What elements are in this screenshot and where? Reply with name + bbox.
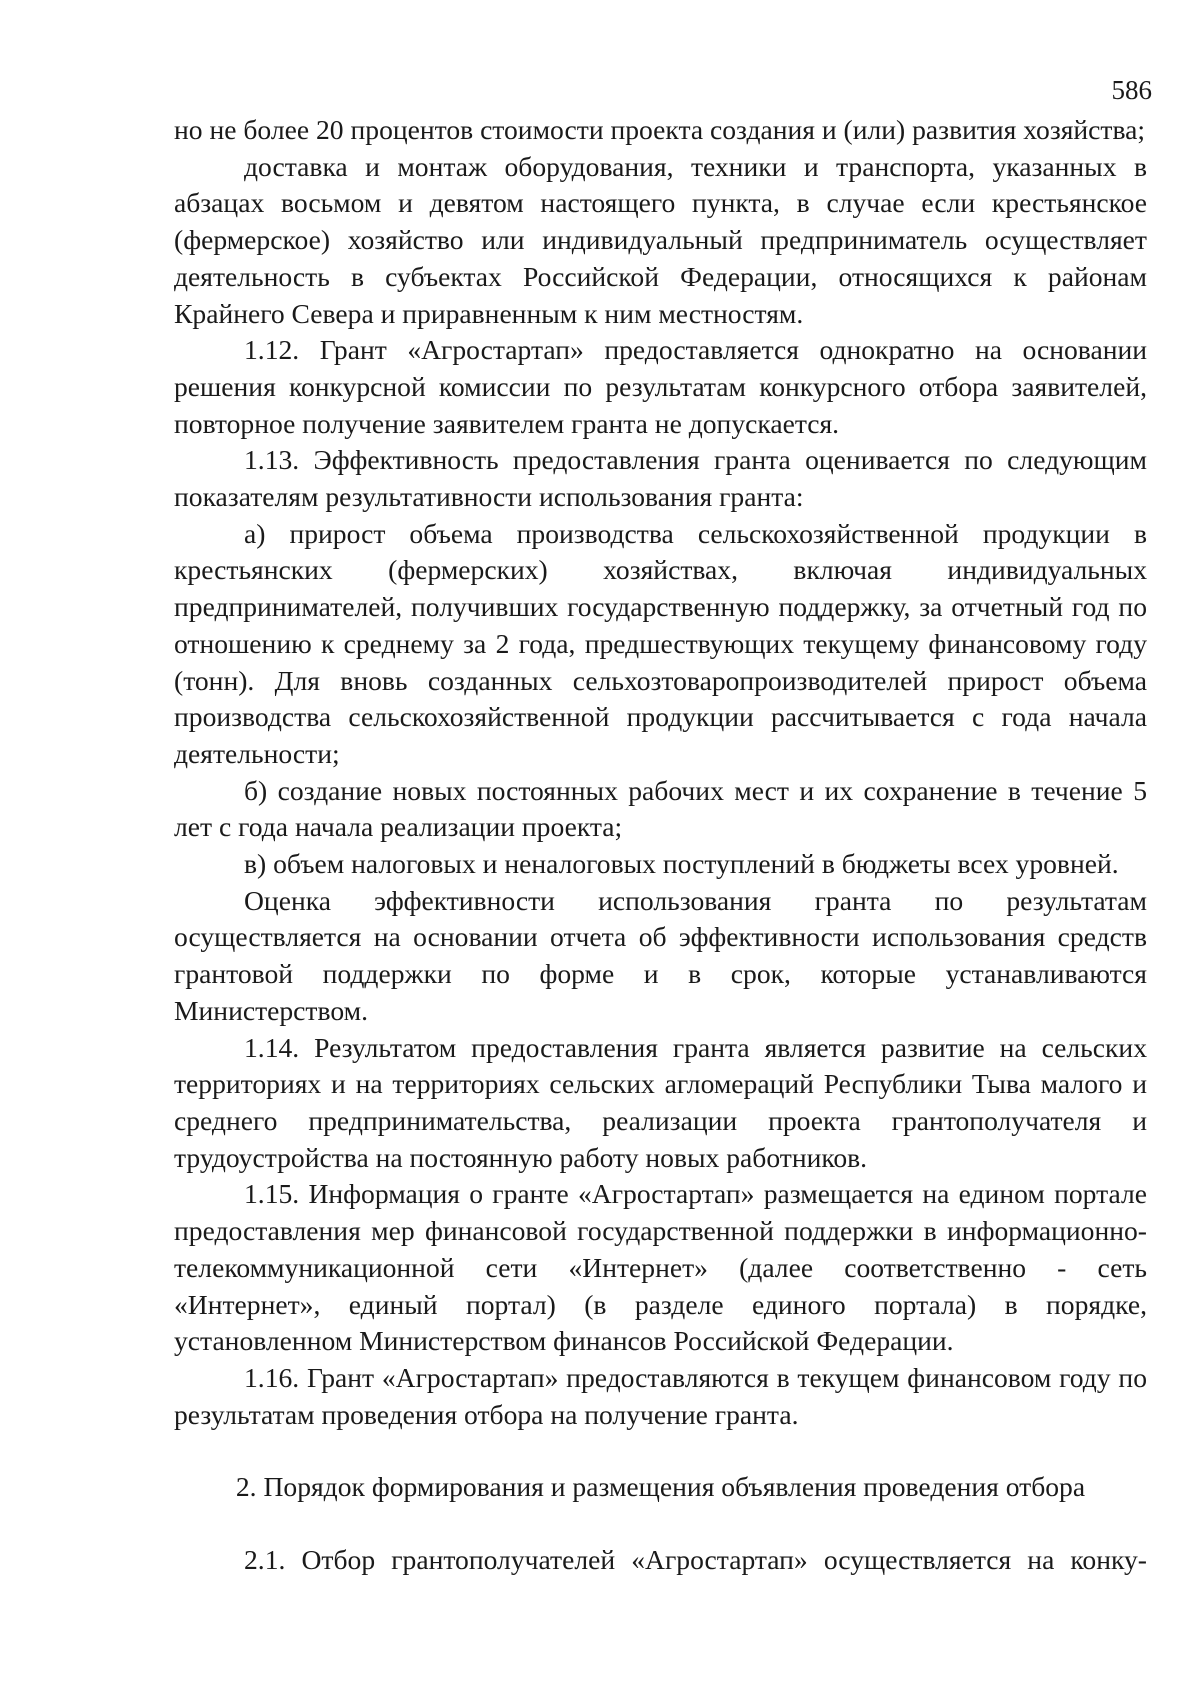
paragraph-1-15: 1.15. Информация о гранте «Агростартап» размещается на едином портале предоставления мер финансовой государственной поддержки в информационно-телекоммуникационной сети «Интернет» (далее соответственно - сеть «Интернет», единый портал) (в разделе единого портала) в порядке, установленном Министерством финансов Российской Федерации. bbox=[174, 1178, 1147, 1357]
document-body bbox=[174, 112, 1147, 1579]
paragraph-item-v: в) объем налоговых и неналоговых поступлений в бюджеты всех уровней. bbox=[244, 848, 1119, 880]
page-number: 586 bbox=[1111, 75, 1152, 105]
paragraph-2-1: 2.1. Отбор грантополучателей «Агростартап» осуществляется на конку- bbox=[244, 1544, 1147, 1576]
paragraph-continuation: но не более 20 процентов стоимости проекта создания и (или) развития хозяйства; bbox=[174, 114, 1146, 145]
paragraph-1-16: 1.16. Грант «Агростартап» предоставляются в текущем финансовом году по результатам проведения отбора на получение гранта. bbox=[174, 1361, 1147, 1430]
paragraph-item-a: а) прирост объема производства сельскохозяйственной продукции в крестьянских (фермерских) хозяйствах, включая индивидуальных предпринимателей, получивших государственную поддержку, за отчетный год по отношению к среднему за 2 года, предшествующих текущему финансовому году (тонн). Для вновь созданных сельхозтоваропроизводителей прирост объема производства сельскохозяйственной продукции рассчитывается с года начала деятельности; bbox=[174, 517, 1147, 769]
paragraph-1-12: 1.12. Грант «Агростартап» предоставляется однократно на основании решения конкурсной комиссии по результатам конкурсного отбора заявителей, повторное получение заявителем гранта не допускается. bbox=[174, 334, 1147, 439]
section-heading: 2. Порядок формирования и размещения объявления проведения отбора bbox=[235, 1471, 1086, 1503]
paragraph-1-13: 1.13. Эффективность предоставления гранта оценивается по следующим показателям результативности использования гранта: bbox=[174, 444, 1147, 513]
paragraph-1-14: 1.14. Результатом предоставления гранта является развитие на сельских территориях и на территориях сельских агломераций Республики Тыва малого и среднего предпринимательства, реализации проекта грантополучателя и трудоустройства на постоянную работу новых работников. bbox=[174, 1031, 1147, 1173]
paragraph-delivery: доставка и монтаж оборудования, техники и транспорта, указанных в абзацах восьмом и девятом настоящего пункта, в случае если крестьянское (фермерское) хозяйство или индивидуальный предприниматель осуществляет деятельность в субъектах Российской Федерации, относящихся к районам Крайнего Севера и приравненным к ним местностям. bbox=[174, 150, 1147, 329]
paragraph-evaluation: Оценка эффективности использования гранта по результатам осуществляется на основании отчета об эффективности использования средств грантовой поддержки по форме и в срок, которые устанавливаются Министерством. bbox=[174, 884, 1147, 1026]
paragraph-item-b: б) создание новых постоянных рабочих мест и их сохранение в течение 5 лет с года начала реализации проекта; bbox=[174, 774, 1147, 843]
